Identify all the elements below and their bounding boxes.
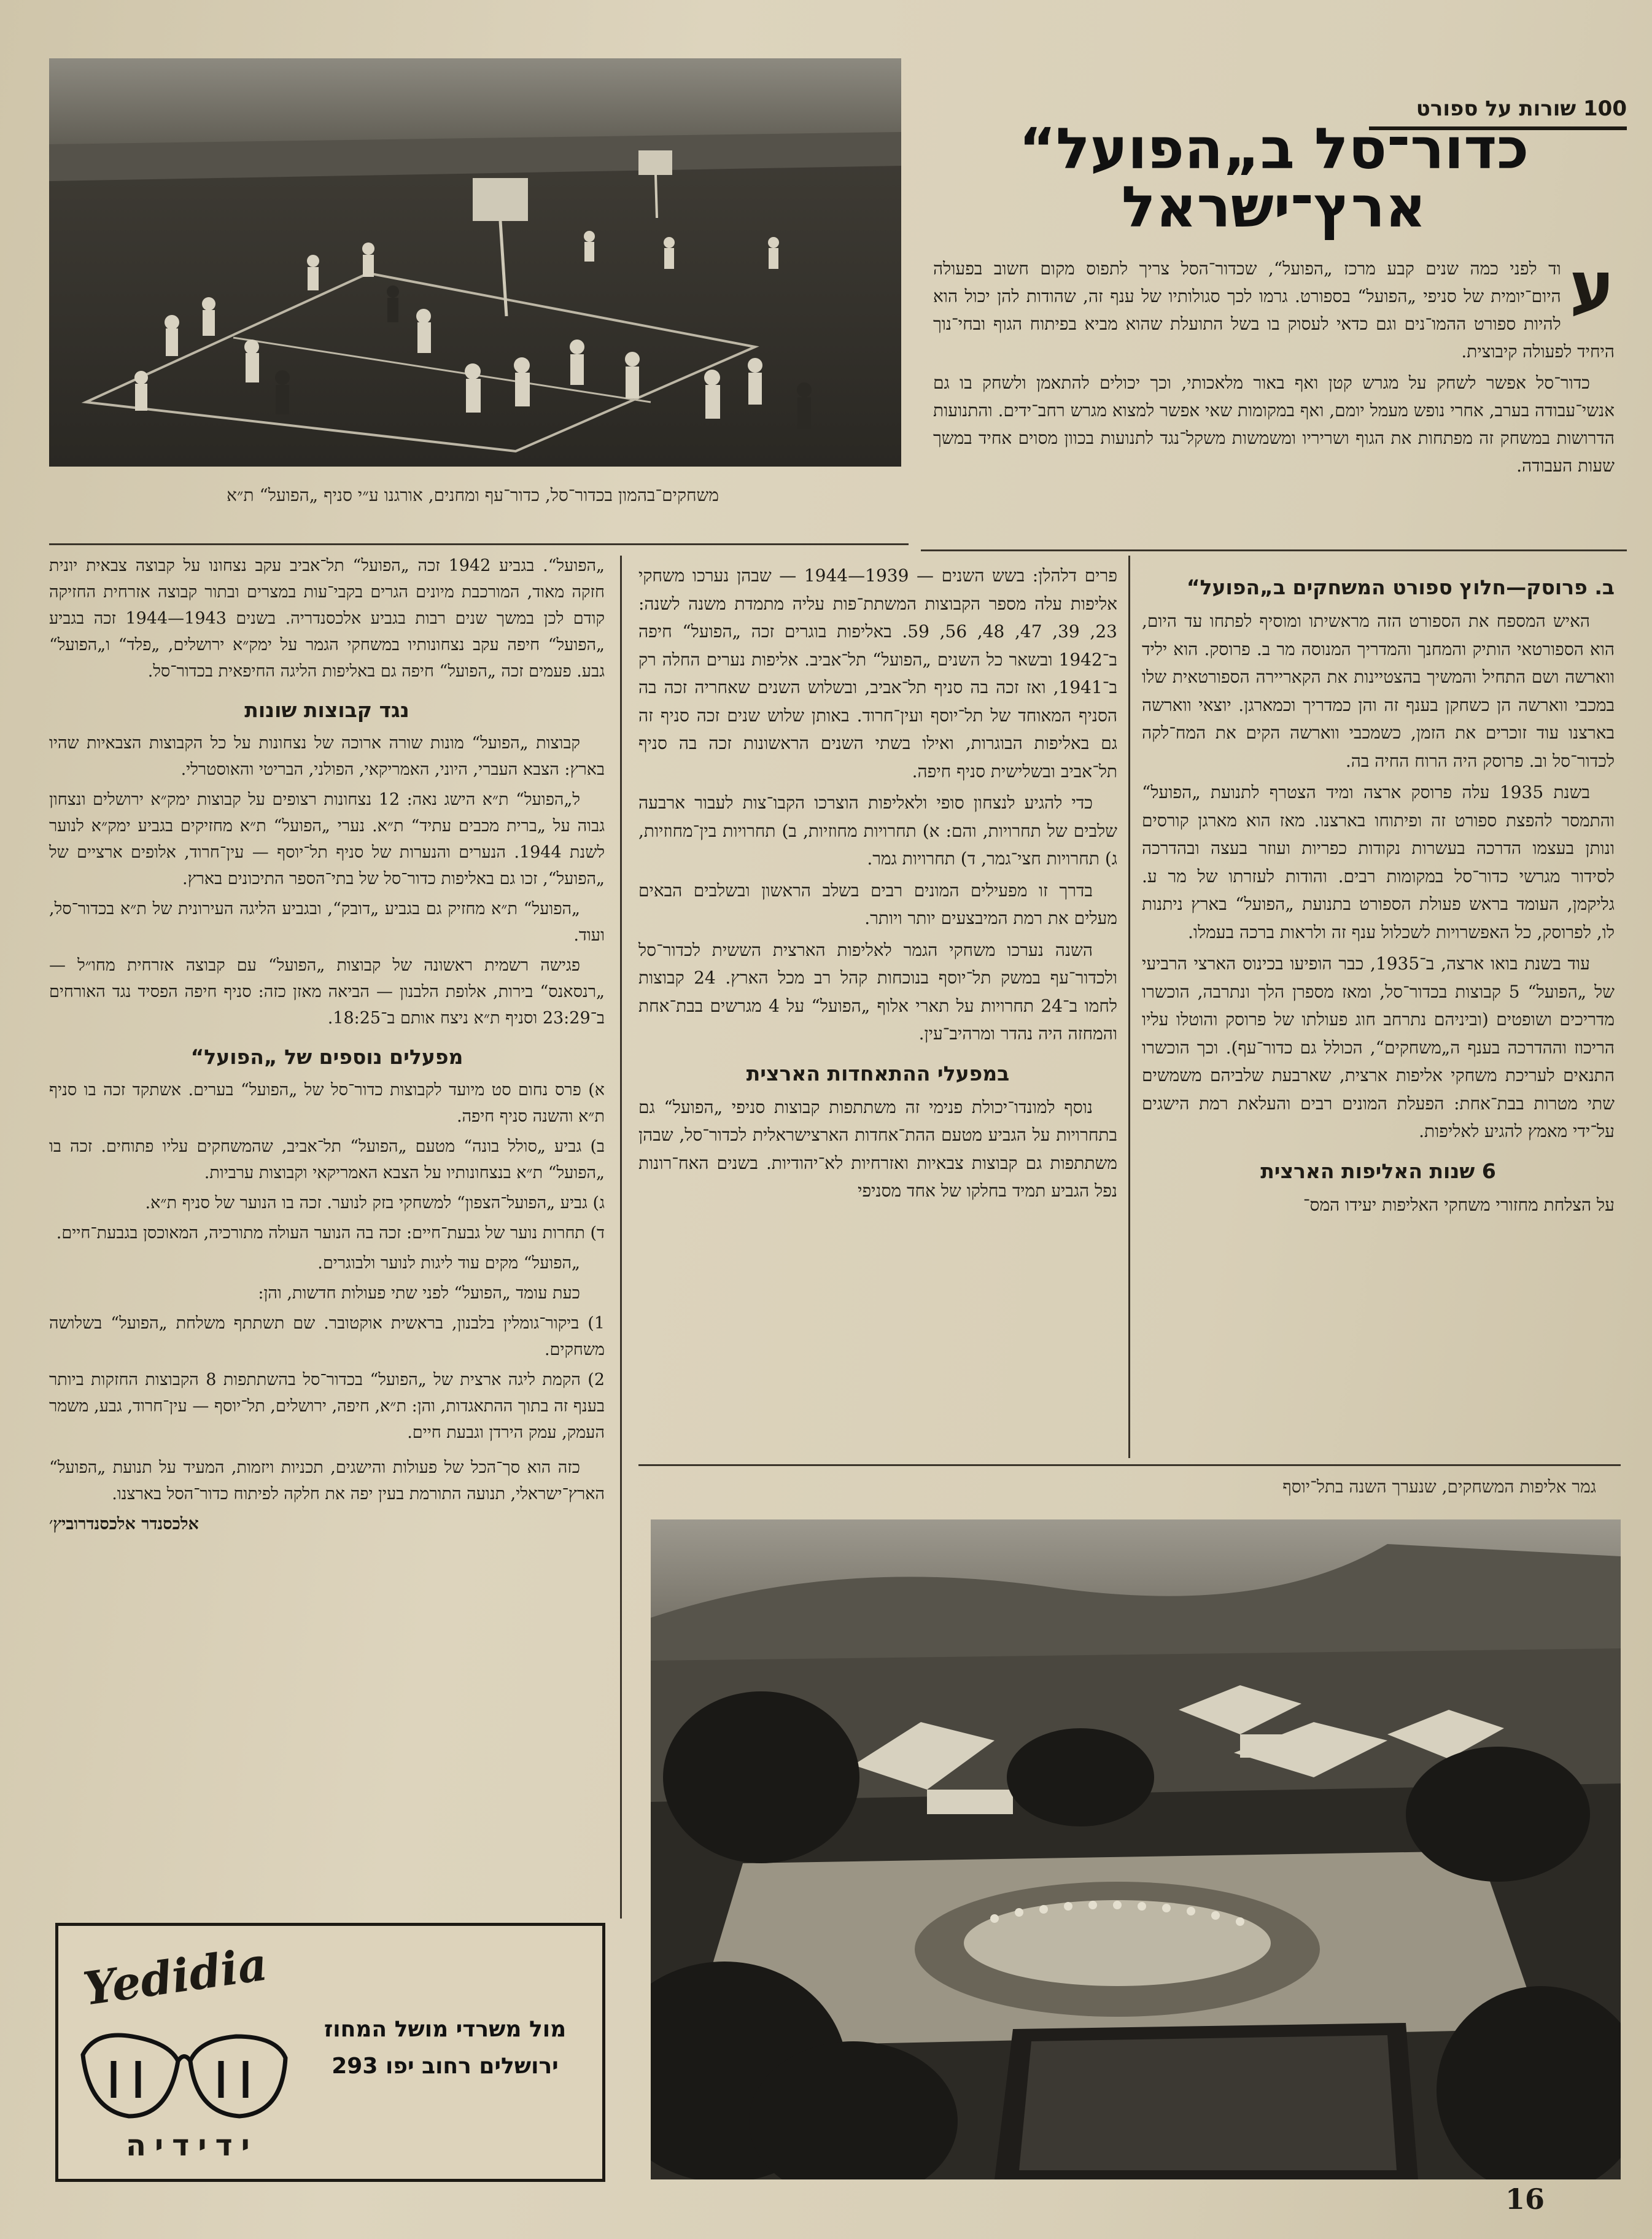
author-signature: אלכסנדר אלכסנדרוביץ׳ [49,1515,199,1534]
photo-bottom-image [651,1519,1621,2179]
photo-bottom-kibbutz-final [651,1519,1621,2179]
photo-top-caption: משחקים־בהמון בכדור־סל, כדור־עף ומחנים, אורגנו ע״י סניף „הפועל“ ת״א [227,485,719,505]
right-paragraph-1: האיש המספח את הספורט הזה מראשיתו ומוסיף לפתחו עד היום, הוא הספורטאי הותיק והמחנך והמדריך המנוסה מר ב. פרוסק. הוא יליד ווארשה ושם התחיל והמשיך בהצטיינות את הקאריירה הספורטאית שלו במכבי ווארשה הן כשחקן בענף זה והן כמדריך וכמארגן. יוצאי ווארשה בארצנו עוד זוכרים את הזמן, כשמכבי ווארשה הקים את המח־לקה לכדור־סל וב. פרוסק היה הרוח החיה בה. [1142,611,1615,771]
heading-additional-projects: מפעלים נוספים של „הפועל“ [190,1045,463,1069]
list-item: 2) הקמת ליגה ארצית של „הפועל“ בכדור־סל בהשתתפות 8 הקבוצות החזקות ביותר בענף זה בתוך ההתאגדות, והן: ת״א, חיפה, ירושלים, תל־יוסף — עין־חרוד, גבע, משמר העמק, עמק הירדן וגבעת חיים. [49,1370,605,1442]
list-item: א) פרס נחום סט מיועד לקבוצות כדור־סל של „הפועל“ בערים. אשתקד זכה בו סניף ת״א והשנה סניף חיפה. [49,1081,605,1126]
left-paragraph-8: כזה הוא סך־הכל של פעולות והישגים, תכניות ויזמות, המעיד על תנועת „הפועל“ הארץ־ישראלי, תנועה התורמת בעין יפה את חלקה לפיתוח כדור־הסל בארצנו. [49,1458,605,1504]
intro-text [933,247,1615,483]
intro-paragraph-2: כדור־סל אפשר לשחק על מגרש קטן ואף באור מלאכותי, וכך יכולים להתאמן ולשחק בו גם אנשי־עבודה בערב, אחרי נופש מעמל יומם, ואף במקומות שאי אפשר למצוא מגרש רחב־ידים. והתנועות הדרושות במשחק זה מפתחות את הגוף ושריריו ומשמשות משקל־נגד לתנועות בכוון מסוים אחיד במשך שעות העבודה. [933,373,1615,476]
middle-paragraph-3: בדרך זו מפעילים המונים רבים בשלב הראשון ובשלבים הבאים מעלים את רמת המיבצעים יותר ויותר. [638,880,1117,928]
dropcap-letter: ע [1569,247,1615,325]
left-paragraph-7: כעת עומד „הפועל“ לפני שתי פעולות חדשות, והן: [258,1284,580,1303]
middle-paragraph-1: פרים דלהלן: בשש השנים — 1939—1944 — שבהן נערכו משחקי אליפות עלה מספר הקבוצות המשתת־פות עליה מתמדת משנה לשנה: 23, 39, 47, 48, 56, 59. באליפות בוגרים זכה „הפועל“ חיפה ב־1942 ובשאר כל השנים „הפועל“ תל־אביב. אליפות נערים החלה רק ב־1941, ואז זכה בה סניף תל־אביב, ובשלוש השנים שאחריה זכה בה הסניף המאוחד של תל־יוסף ועין־חרוד. באותן שלוש שנים זכה סניף זה גם באליפות הבוגרות, ואילו בשתי השנים הראשונות זכה בה סניף תל־אביב ובשלישית סניף חיפה. [638,565,1117,782]
photo-top-image [49,58,901,467]
ad-script-logo: Yedidia [80,1938,271,2016]
left-paragraph-1: „הפועל“. בגביע 1942 זכה „הפועל“ תל־אביב עקב נצחונו על קבוצה צבאית יונית חזקה מאוד, המורכבת מיונים הגרים בקבי־עות במצרים ובתור קבוצה אזרחית החזיקה קודם לכן במשך שנים רבות בגביע אלכסנדריה. בשנים 1943—1944 זכה בגביע „הפועל“ חיפה עקב נצחונותיו במשחקי הגמר על ימק״א ירושלים, „פלד“ ו„הפועל“ גבע. פעמים זכה „הפועל“ חיפה גם באליפות הליגה החיפאית בכדור־סל. [49,556,605,681]
heading-national-federation: במפעלי ההתאחדות הארצית [746,1061,1010,1085]
column-right [1142,562,1615,1222]
intro-paragraph-1: וד לפני כמה שנים קבע מרכז „הפועל“, שכדור־הסל צריך לתפוס מקום חשוב בפעולה היום־יומית של סניפי „הפועל“ בספורט. גרמו לכך סגולותיו של ענף זה, שהודות להן יכול הוא להיות ספורט ההמו־נים וגם כדאי לעסוק בו בשל התועלת שהוא מביא בפיתוח הגוף ובחי־נוך היחיד לפעולה קיבוצית. [933,258,1615,362]
heading-various-teams: נגד קבוצות שונות [244,698,409,722]
list-item: ב) גביע „סולל בונה“ מטעם „הפועל“ תל־אביב, שהמשחקים עליו פתוחים. זכה בו „הפועל“ ת״א בנצחונותיו על הצבא האמריקאי וקבוצות ערביות. [49,1137,605,1182]
ad-address-line-2: ירושלים רחוב יפו 293 [332,2054,559,2079]
photo-bottom-caption: גמר אליפות המשחקים, שנערך השנה בתל־יוסף [1282,1476,1596,1497]
headline-line-2: ארץ־ישראל [1121,174,1427,240]
middle-paragraph-4: השנה נערכו משחקי הגמר לאליפות הארצית הששית לכדור־סל ולכדור־עף במשק תל־יוסף בנוכחות קהל רב מכל הארץ. 24 קבוצות לחמו ב־24 תחרויות על תארי אלוף „הפועל“ על 4 מגרשים בבת־אחת והמחזה היה נהדר ומרהיב־עין. [638,939,1118,1044]
intro-rule [921,549,1627,551]
right-paragraph-2: בשנת 1935 עלה פרוסק ארצה ומיד הצטרף לתנועת „הפועל“ והתמסר להפצת ספורט זה ופיתוחו בארצנו. מאז הוא מארגן קורסים ונותן בעצמו הדרכה בעשרות נקודות כפריות ועוזר בעצה ובהדרכה לסידור מגרשי כדור־סל במקומות רבים. והודות לעזרתו של מר ע. גליקמן, העומד בראש פעולת הספורט בתנועת „הפועל“ בארץ ניתנות לו, לפרוסק, כל האפשרויות לשכלול ענף זה ולראות ברכה בעמלו. [1142,782,1615,942]
photo-top-basketball-field [49,58,901,467]
left-paragraph-2: קבוצות „הפועל“ מונות שורה ארוכה של נצחונות על כל הקבוצות הצבאיות שהיו בארץ: הצבא העברי, היוני, האמריקאי, הפולני, הבריטי והאוסטרלי. [49,734,605,779]
headline-line-1: כדור־סל ב„הפועל“ [1018,116,1529,182]
list-item: ג) גביע „הפועל־הצפון“ למשחקי בזק לנוער. זכה בו הנוער של סניף ת״א. [145,1193,605,1213]
ad-address-line-1: מול משרדי מושל המחוז [324,2017,567,2042]
section-tag: 100 שורות על ספורט [1369,91,1627,130]
column-left [49,553,605,1541]
right-paragraph-4: על הצלחת מחזורי משחקי האליפות יעידו המס־ [1303,1194,1615,1215]
page-number: 16 [1505,2183,1545,2216]
left-paragraph-4: „הפועל“ ת״א מחזיק גם בגביע „דובק“, ובגביע הליגה העירונית של ת״א בכדור־סל, ועוד. [49,899,605,945]
right-paragraph-3: עוד בשנת בואו ארצה, ב־1935, כבר הופיעו בכינוס הארצי הרביעי של „הפועל“ 5 קבוצות בכדור־סל, ומאז מספרן הלך ונתרבה, הוכשרו מדריכים ושופטים (וביניהם נתרחב חוג פעולתו של פרוסק והוטלו עליו הריכוז וההדרכה בענף ה„משחקים“, הכולל גם כדור־עף). וכך הוכשרו התנאים לעריכת משחקי אליפות ארצית, שארבעת שלביהם משמשים שתי מטרות בבת־אחת: הפעלת המונים רבים והעלאת רמת הישגים על־ידי מאמץ להגיע לאליפות. [1142,953,1615,1141]
middle-paragraph-5: נוסף למונדו־יכולת פנימי זה משתתפות קבוצות סניפי „הפועל“ גם בתחרויות על הגביע מטעם ההת־אחדות הארצישראלית לכדור־סל, שבהן משתתפות גם קבוצות צבאיות ואזרחיות לא־יהודיות. בשנים האח־רונות נפל הגביע תמיד בחלקו של אחד מסניפי [638,1096,1117,1201]
ad-hebrew-logo: ידידיה [126,2128,258,2163]
bottom-photo-rule [638,1464,1621,1466]
advertisement-yedidia [55,1923,605,2182]
caption-rule-top [49,543,909,545]
heading-prusak: ב. פרוסק—חלוץ ספורט המשחקים ב„הפועל“ [1186,575,1615,599]
column-rule-1 [1128,556,1130,1458]
column-middle [638,562,1117,1209]
left-paragraph-5: פגישה רשמית ראשונה של קבוצות „הפועל“ עם קבוצה אזרחית מחו״ל — „רנסאנס“ בירות, אלופת הלבנון — הביאה מאזן כזה: סניף חיפה הפסיד נגד האורחים ב־23:29 וסניף ת״א ניצח אותם ב־18:25. [49,956,605,1028]
list-item: ד) תחרות נוער של גבעת־חיים: זכה בה הנוער העולה מתורכיה, המאוכסן בגבעת־חיים. [56,1224,605,1243]
middle-paragraph-2: כדי להגיע לנצחון סופי ולאליפות הוצרכו הקבו־צות לעבור ארבעה שלבים של תחרויות, והם: א) תחרויות מחוזיות, ב) תחרויות בין־מחוזיות, ג) תחרויות חצי־גמר, ד) תחרויות גמר. [638,793,1117,869]
left-paragraph-6: „הפועל“ מקים עוד ליגות לנוער ולבוגרים. [317,1254,580,1273]
left-paragraph-3: ל„הפועל“ ת״א הישג נאה: 12 נצחונות רצופים על קבוצות ימק״א ירושלים ונצחון גבוה על „ברית מכבים עתיד“ ת״א. נערי „הפועל“ ת״א מחזיקים בגביע ימק״א לנוער לשנת 1944. הנערים והנערות של סניף תל־יוסף — עין־חרוד, אלופים ארציים של „הפועל“, זכו גם באליפות כדור־סל של בתי־הספר התיכונים בארץ. [49,790,605,888]
list-item: 1) ביקור־גומלין בלבנון, בראשית אוקטובר. שם תשתתף משלחת „הפועל“ בשלושה משחקים. [49,1314,605,1359]
column-rule-2 [620,556,622,1919]
heading-six-years: 6 שנות האליפות הארצית [1260,1158,1496,1183]
